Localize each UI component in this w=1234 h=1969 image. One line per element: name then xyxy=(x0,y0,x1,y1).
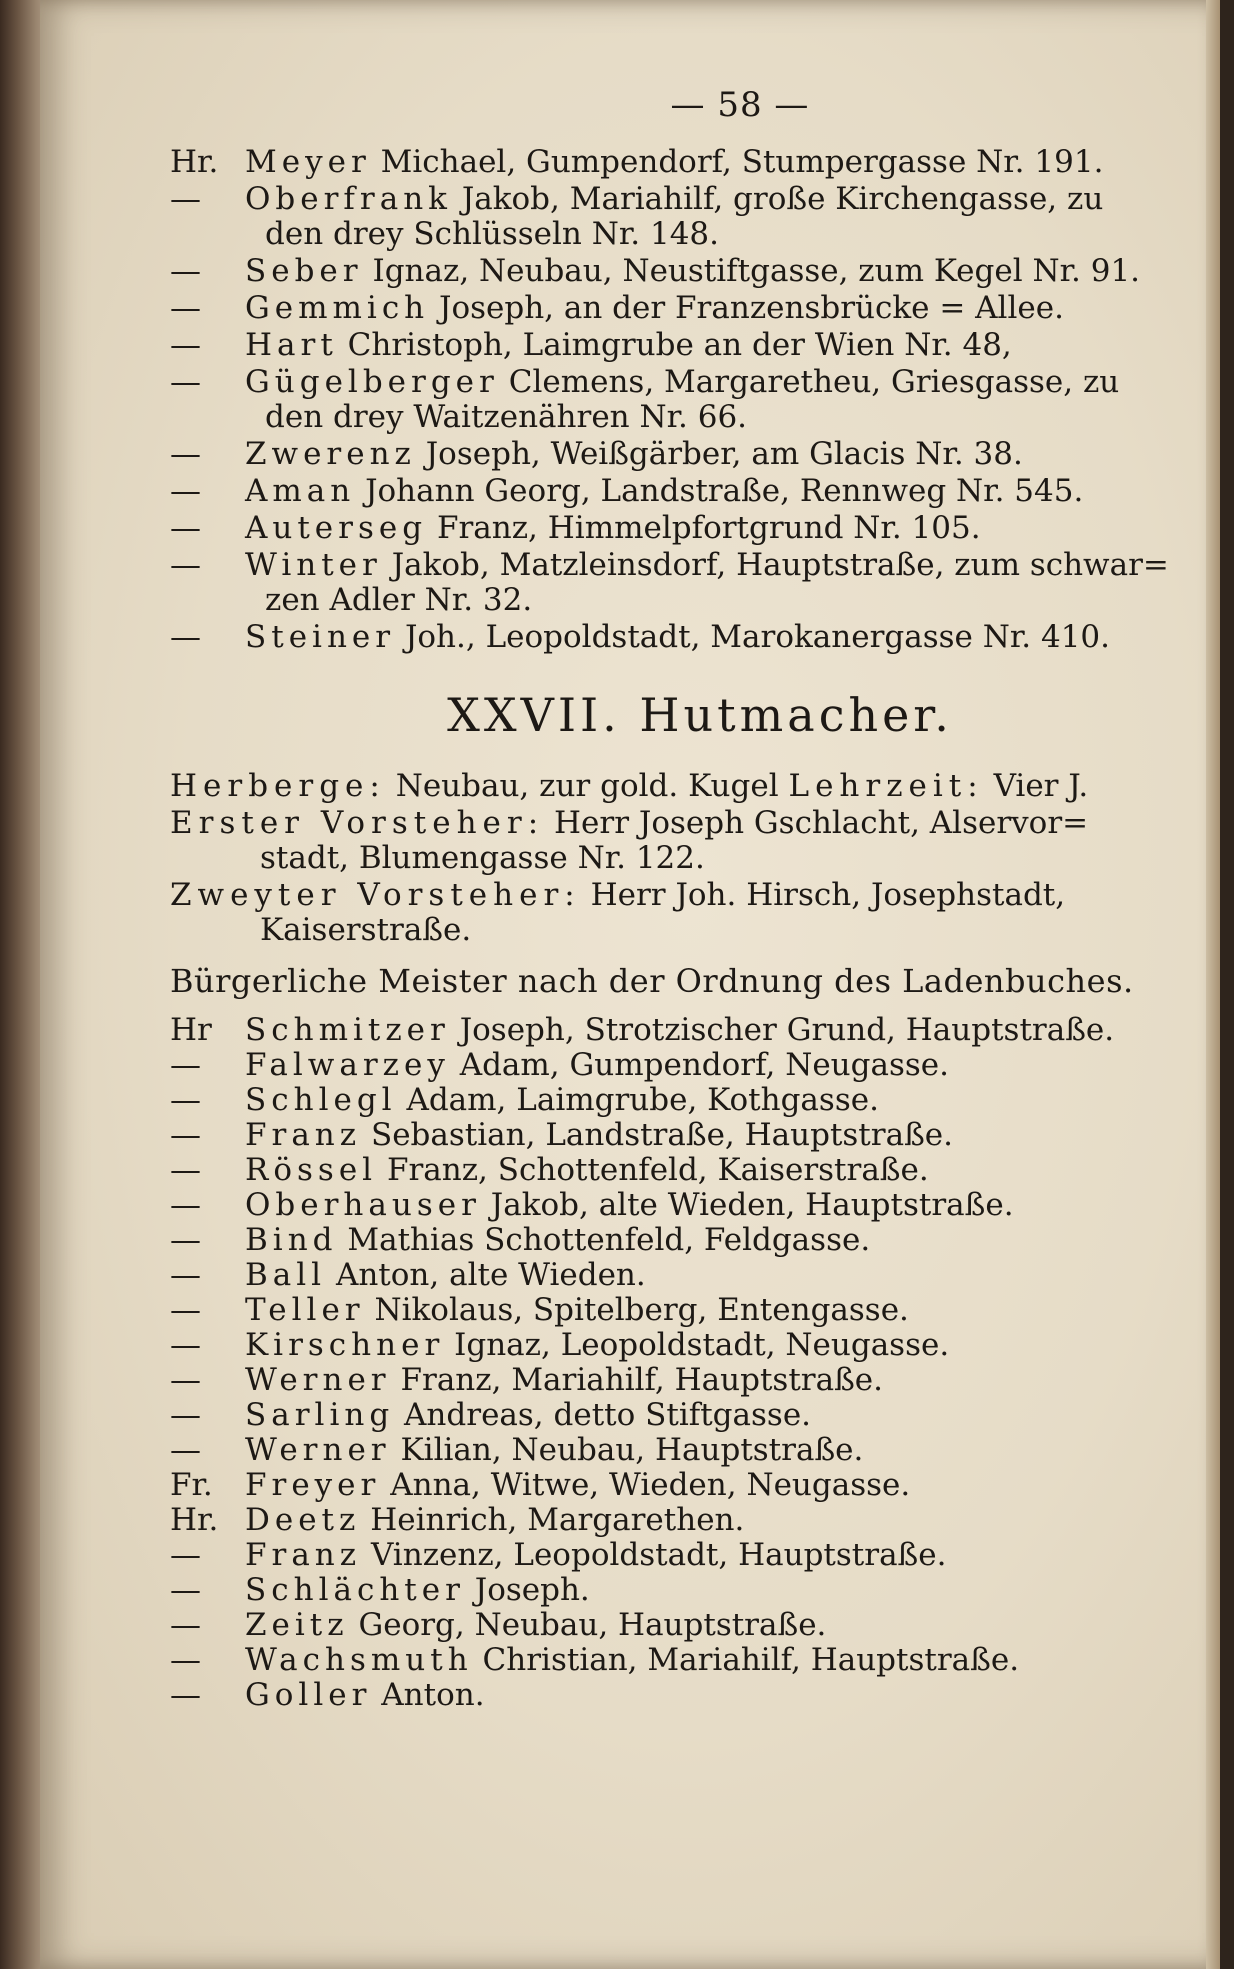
list-item xyxy=(170,1398,1190,1433)
entry-details: Christoph, Laimgrube an der Wien Nr. 48, xyxy=(347,327,1012,363)
list-item xyxy=(170,1608,1190,1643)
info-label: Erster Vorsteher: xyxy=(170,805,545,841)
entry-details: Andreas, detto Stiftgasse. xyxy=(404,1397,812,1433)
entry-surname: Bind xyxy=(245,1222,338,1258)
entry-title: — xyxy=(170,1677,201,1713)
guild-info xyxy=(170,769,1190,948)
list-item xyxy=(170,1573,1190,1608)
info-text: Neubau, zur gold. Kugel xyxy=(395,768,779,804)
entry-title: — xyxy=(170,1152,201,1188)
list-item xyxy=(170,1258,1190,1293)
entry-title: — xyxy=(170,1047,201,1083)
info-line xyxy=(170,878,1190,948)
info-text-secondary: Vier J. xyxy=(993,768,1089,804)
entry-title: — xyxy=(170,1187,201,1223)
info-label: Herberge: xyxy=(170,768,386,804)
info-label: Zweyter Vorsteher: xyxy=(170,877,581,913)
entry-title: — xyxy=(170,1292,201,1328)
info-line xyxy=(170,806,1190,876)
info-line xyxy=(170,769,1190,804)
entry-surname: Kirschner xyxy=(245,1327,445,1363)
list-item xyxy=(170,1223,1190,1258)
entry-title: Hr. xyxy=(170,1502,219,1538)
list-item xyxy=(170,1363,1190,1398)
list-item xyxy=(170,1153,1190,1188)
entry-surname: Seber xyxy=(245,253,363,289)
entry-details: Joseph. xyxy=(474,1572,590,1608)
page-edge xyxy=(1206,0,1220,1969)
entry-title: — xyxy=(170,290,201,326)
entry-details: Christian, Mariahilf, Hauptstraße. xyxy=(482,1642,1020,1678)
entry-surname: Winter xyxy=(245,547,382,583)
entry-surname: Sarling xyxy=(245,1397,395,1433)
entry-title: — xyxy=(170,1537,201,1573)
list-item xyxy=(170,182,1190,252)
page-text xyxy=(170,85,1190,1713)
entry-details: Joseph, Strotzischer Grund, Hauptstraße. xyxy=(459,1012,1115,1048)
info-text: Herr Joh. Hirsch, Josephstadt, xyxy=(590,877,1066,913)
entry-surname: Aman xyxy=(245,473,356,509)
entry-title: — xyxy=(170,1222,201,1258)
entry-continuation: zen Adler Nr. 32. xyxy=(265,582,533,618)
entry-surname: Gügelberger xyxy=(245,364,499,400)
list-item xyxy=(170,291,1190,326)
entry-details: Jakob, Matzleinsdorf, Hauptstraße, zum schwar= xyxy=(391,547,1169,583)
entry-details: Mathias Schottenfeld, Feldgasse. xyxy=(347,1222,871,1258)
entry-title: Hr. xyxy=(170,144,219,180)
entry-surname: Teller xyxy=(245,1292,365,1328)
list-item xyxy=(170,1678,1190,1713)
entry-surname: Auterseg xyxy=(245,510,428,546)
entry-title: — xyxy=(170,1572,201,1608)
list-item xyxy=(170,1048,1190,1083)
list-item xyxy=(170,1468,1190,1503)
entry-surname: Werner xyxy=(245,1362,391,1398)
entry-details: Ignaz, Leopoldstadt, Neugasse. xyxy=(454,1327,950,1363)
entry-surname: Steiner xyxy=(245,619,396,655)
entry-surname: Zwerenz xyxy=(245,436,416,472)
entry-details: Adam, Gumpendorf, Neugasse. xyxy=(459,1047,949,1083)
info-text: Herr Joseph Gschlacht, Alservor= xyxy=(554,805,1089,841)
entry-details: Michael, Gumpendorf, Stumpergasse Nr. 191. xyxy=(380,144,1104,180)
list-item xyxy=(170,145,1190,180)
entry-surname: Freyer xyxy=(245,1467,381,1503)
info-label-secondary: Lehrzeit: xyxy=(788,768,984,804)
entry-surname: Oberhauser xyxy=(245,1187,481,1223)
entry-surname: Ball xyxy=(245,1257,327,1293)
list-item xyxy=(170,328,1190,363)
entry-title: — xyxy=(170,181,201,217)
entry-details: Franz, Mariahilf, Hauptstraße. xyxy=(400,1362,883,1398)
entry-surname: Franz xyxy=(245,1537,362,1573)
list-item xyxy=(170,1188,1190,1223)
list-item xyxy=(170,365,1190,435)
entry-details: Sebastian, Landstraße, Hauptstraße. xyxy=(370,1117,953,1153)
entry-surname: Hart xyxy=(245,327,338,363)
entry-details: Kilian, Neubau, Hauptstraße. xyxy=(400,1432,864,1468)
list-item xyxy=(170,620,1190,655)
entry-title: — xyxy=(170,510,201,546)
list-item xyxy=(170,1083,1190,1118)
list-item xyxy=(170,437,1190,472)
entry-surname: Werner xyxy=(245,1432,391,1468)
list-item xyxy=(170,1293,1190,1328)
list-item xyxy=(170,1643,1190,1678)
entry-list-bottom xyxy=(170,1013,1190,1713)
page-number: — 58 — xyxy=(670,85,810,125)
list-item xyxy=(170,1503,1190,1538)
entry-details: Joh., Leopoldstadt, Marokanergasse Nr. 410. xyxy=(404,619,1111,655)
entry-surname: Franz xyxy=(245,1117,362,1153)
list-item xyxy=(170,548,1190,618)
section-title: XXVII. Hutmacher. xyxy=(447,688,953,742)
entry-details: Anna, Witwe, Wieden, Neugasse. xyxy=(390,1467,911,1503)
entry-title: Hr xyxy=(170,1012,212,1048)
entry-surname: Oberfrank xyxy=(245,181,452,217)
entry-continuation: den drey Waitzenähren Nr. 66. xyxy=(265,399,748,435)
entry-surname: Falwarzey xyxy=(245,1047,450,1083)
entry-surname: Deetz xyxy=(245,1502,361,1538)
entry-title: — xyxy=(170,253,201,289)
entry-title: — xyxy=(170,1362,201,1398)
entry-details: Franz, Himmelpfortgrund Nr. 105. xyxy=(436,510,981,546)
entry-surname: Rössel xyxy=(245,1152,378,1188)
entry-title: — xyxy=(170,1082,201,1118)
entry-details: Vinzenz, Leopoldstadt, Hauptstraße. xyxy=(370,1537,947,1573)
entry-details: Ignaz, Neubau, Neustiftgasse, zum Kegel Nr. 91. xyxy=(372,253,1141,289)
info-continuation: Kaiserstraße. xyxy=(260,912,472,948)
entry-surname: Gemmich xyxy=(245,290,430,326)
entry-title: — xyxy=(170,1117,201,1153)
entry-details: Jakob, alte Wieden, Hauptstraße. xyxy=(490,1187,1014,1223)
list-item xyxy=(170,1433,1190,1468)
entry-title: — xyxy=(170,1397,201,1433)
entry-surname: Schlächter xyxy=(245,1572,465,1608)
list-item xyxy=(170,1118,1190,1153)
entry-title: — xyxy=(170,1432,201,1468)
entry-details: Heinrich, Margarethen. xyxy=(370,1502,745,1538)
entry-title: — xyxy=(170,619,201,655)
entry-title: — xyxy=(170,1257,201,1293)
list-item xyxy=(170,1328,1190,1363)
entry-continuation: den drey Schlüsseln Nr. 148. xyxy=(265,216,719,252)
entry-title: — xyxy=(170,1642,201,1678)
list-item xyxy=(170,1013,1190,1048)
list-item xyxy=(170,474,1190,509)
entry-title: — xyxy=(170,473,201,509)
entry-surname: Goller xyxy=(245,1677,372,1713)
entry-details: Joseph, an der Franzensbrücke = Allee. xyxy=(439,290,1064,326)
entry-details: Nikolaus, Spitelberg, Entengasse. xyxy=(374,1292,909,1328)
entry-title: Fr. xyxy=(170,1467,213,1503)
entry-surname: Wachsmuth xyxy=(245,1642,473,1678)
list-item xyxy=(170,254,1190,289)
entry-details: Anton. xyxy=(381,1677,485,1713)
list-item xyxy=(170,511,1190,546)
list-item xyxy=(170,1538,1190,1573)
entry-surname: Meyer xyxy=(245,144,371,180)
entry-details: Anton, alte Wieden. xyxy=(335,1257,646,1293)
info-continuation: stadt, Blumengasse Nr. 122. xyxy=(260,840,705,876)
entry-details: Franz, Schottenfeld, Kaiserstraße. xyxy=(386,1152,929,1188)
entry-surname: Schlegl xyxy=(245,1082,397,1118)
entry-details: Jakob, Mariahilf, große Kirchengasse, zu xyxy=(461,181,1104,217)
entry-title: — xyxy=(170,547,201,583)
entry-surname: Schmitzer xyxy=(245,1012,450,1048)
entry-title: — xyxy=(170,364,201,400)
entry-title: — xyxy=(170,327,201,363)
entry-title: — xyxy=(170,1327,201,1363)
entry-details: Clemens, Margaretheu, Griesgasse, zu xyxy=(508,364,1120,400)
entry-details: Adam, Laimgrube, Kothgasse. xyxy=(406,1082,879,1118)
sub-heading: Bürgerliche Meister nach der Ordnung des Ladenbuches. xyxy=(170,962,1134,1000)
entry-details: Georg, Neubau, Hauptstraße. xyxy=(358,1607,827,1643)
entry-list-top xyxy=(170,145,1190,655)
entry-surname: Zeitz xyxy=(245,1607,349,1643)
entry-title: — xyxy=(170,1607,201,1643)
entry-details: Johann Georg, Landstraße, Rennweg Nr. 545. xyxy=(365,473,1084,509)
entry-details: Joseph, Weißgärber, am Glacis Nr. 38. xyxy=(425,436,1023,472)
book-page xyxy=(40,0,1220,1969)
entry-title: — xyxy=(170,436,201,472)
